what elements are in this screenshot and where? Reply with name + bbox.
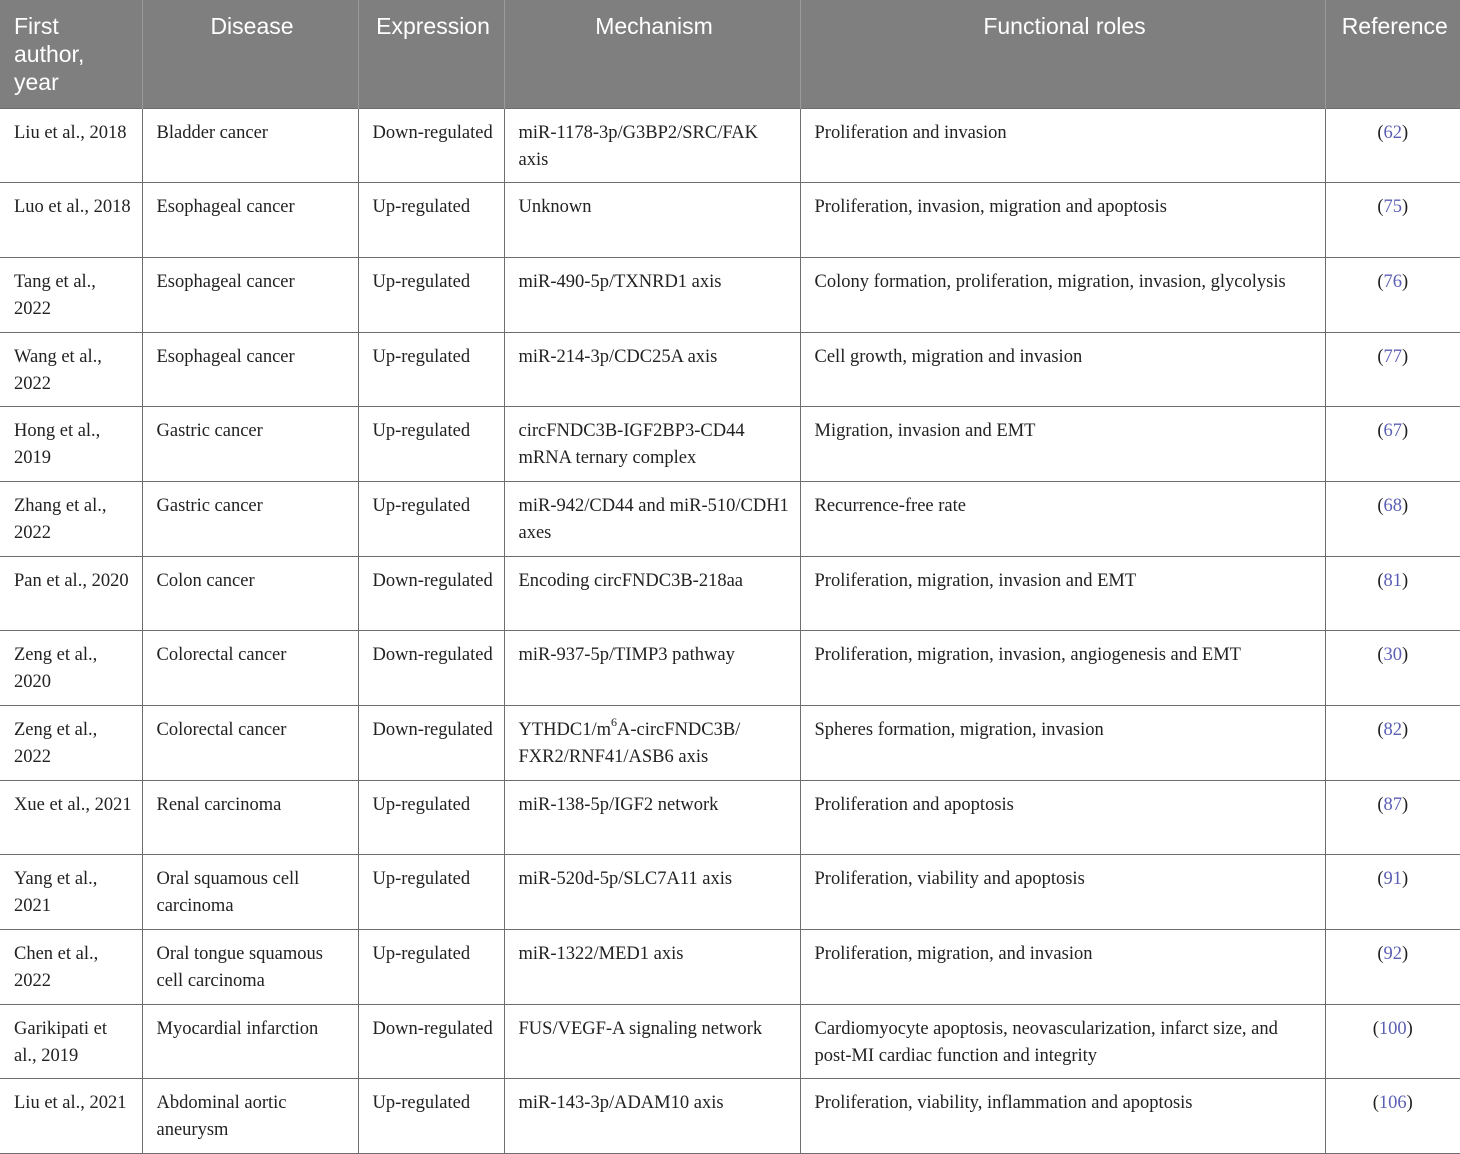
mechanism-text-part: FXR2/RNF41/ASB6 axis — [518, 747, 709, 767]
reference-link[interactable]: 75 — [1383, 197, 1402, 218]
table-row — [0, 855, 1460, 930]
header-reference: Reference — [1325, 0, 1460, 108]
reference-link[interactable]: 106 — [1378, 1093, 1407, 1114]
functional-roles-cell: Migration, invasion and EMT — [800, 407, 1325, 482]
reference-cell: (76) — [1325, 257, 1460, 332]
functional-roles-cell: Proliferation, migration, and invasion — [800, 930, 1325, 1005]
table-row — [0, 706, 1460, 781]
reference-cell: (92) — [1325, 930, 1460, 1005]
disease-cell: Bladder cancer — [142, 108, 358, 183]
disease-cell: Gastric cancer — [142, 407, 358, 482]
author-cell: Hong et al., 2019 — [0, 407, 142, 482]
mechanism-cell: miR-520d-5p/SLC7A11 axis — [504, 855, 800, 930]
functional-roles-cell: Colony formation, proliferation, migration, invasion, glycolysis — [800, 257, 1325, 332]
author-cell: Wang et al., 2022 — [0, 332, 142, 407]
disease-cell: Myocardial infarction — [142, 1004, 358, 1079]
header-first-author — [0, 0, 142, 108]
expression-cell: Down-regulated — [358, 1004, 504, 1079]
disease-cell: Gastric cancer — [142, 481, 358, 556]
reference-cell: (67) — [1325, 407, 1460, 482]
expression-cell: Up-regulated — [358, 1079, 504, 1154]
reference-link[interactable]: 91 — [1383, 869, 1402, 890]
table-row — [0, 1079, 1460, 1154]
expression-cell: Down-regulated — [358, 631, 504, 706]
reference-link[interactable]: 87 — [1383, 794, 1402, 815]
table-row — [0, 780, 1460, 855]
author-cell: Tang et al., 2022 — [0, 257, 142, 332]
disease-cell: Esophageal cancer — [142, 183, 358, 258]
expression-cell: Down-regulated — [358, 108, 504, 183]
expression-cell: Up-regulated — [358, 930, 504, 1005]
functional-roles-cell: Proliferation and invasion — [800, 108, 1325, 183]
reference-cell: (30) — [1325, 631, 1460, 706]
mechanism-cell: miR-143-3p/ADAM10 axis — [504, 1079, 800, 1154]
header-disease: Disease — [142, 0, 358, 108]
author-cell: Garikipati et al., 2019 — [0, 1004, 142, 1079]
disease-cell: Colorectal cancer — [142, 706, 358, 781]
table-row — [0, 407, 1460, 482]
reference-cell: (62) — [1325, 108, 1460, 183]
disease-cell: Oral squamous cell carcinoma — [142, 855, 358, 930]
mechanism-cell: miR-1322/MED1 axis — [504, 930, 800, 1005]
mechanism-cell: miR-490-5p/TXNRD1 axis — [504, 257, 800, 332]
mechanism-cell: miR-138-5p/IGF2 network — [504, 780, 800, 855]
table-row — [0, 257, 1460, 332]
header-expression: Expression — [358, 0, 504, 108]
author-cell: Pan et al., 2020 — [0, 556, 142, 631]
disease-cell: Colon cancer — [142, 556, 358, 631]
mechanism-cell: Encoding circFNDC3B-218aa — [504, 556, 800, 631]
mechanism-cell: miR-214-3p/CDC25A axis — [504, 332, 800, 407]
author-cell: Liu et al., 2018 — [0, 108, 142, 183]
reference-link[interactable]: 30 — [1383, 645, 1402, 666]
disease-cell: Esophageal cancer — [142, 332, 358, 407]
reference-cell: (82) — [1325, 706, 1460, 781]
functional-roles-cell: Proliferation, migration, invasion, angiogenesis and EMT — [800, 631, 1325, 706]
functional-roles-cell: Proliferation, migration, invasion and EMT — [800, 556, 1325, 631]
header-first-author-line-1: First — [14, 13, 59, 39]
expression-cell: Up-regulated — [358, 332, 504, 407]
mechanism-cell — [504, 706, 800, 781]
author-cell: Chen et al., 2022 — [0, 930, 142, 1005]
mechanism-cell: circFNDC3B-IGF2BP3-CD44 mRNA ternary complex — [504, 407, 800, 482]
reference-cell: (68) — [1325, 481, 1460, 556]
table-row — [0, 481, 1460, 556]
reference-cell: (91) — [1325, 855, 1460, 930]
mechanism-cell: miR-942/CD44 and miR-510/CDH1 axes — [504, 481, 800, 556]
reference-link[interactable]: 62 — [1383, 122, 1402, 143]
reference-link[interactable]: 81 — [1383, 570, 1402, 591]
expression-cell: Up-regulated — [358, 481, 504, 556]
reference-link[interactable]: 92 — [1383, 944, 1402, 965]
reference-link[interactable]: 77 — [1383, 346, 1402, 367]
table-row — [0, 108, 1460, 183]
reference-link[interactable]: 76 — [1383, 271, 1402, 292]
author-cell: Zhang et al., 2022 — [0, 481, 142, 556]
table-row — [0, 332, 1460, 407]
mechanism-cell: miR-1178-3p/G3BP2/SRC/FAK axis — [504, 108, 800, 183]
reference-link[interactable]: 82 — [1383, 720, 1402, 740]
author-cell: Xue et al., 2021 — [0, 780, 142, 855]
functional-roles-cell: Recurrence-free rate — [800, 481, 1325, 556]
mechanism-cell: FUS/VEGF-A signaling network — [504, 1004, 800, 1079]
table-row — [0, 1004, 1460, 1079]
table-row — [0, 556, 1460, 631]
author-cell: Zeng et al., 2020 — [0, 631, 142, 706]
expression-cell: Up-regulated — [358, 855, 504, 930]
disease-cell: Abdominal aortic aneurysm — [142, 1079, 358, 1154]
mechanism-cell: miR-937-5p/TIMP3 pathway — [504, 631, 800, 706]
expression-cell: Up-regulated — [358, 780, 504, 855]
mechanism-text-part: A-circFNDC3B/ — [617, 720, 741, 740]
header-functional-roles: Functional roles — [800, 0, 1325, 108]
expression-cell: Down-regulated — [358, 706, 504, 781]
disease-cell: Colorectal cancer — [142, 631, 358, 706]
mechanism-text-part: YTHDC1/m — [518, 720, 611, 740]
author-cell: Luo et al., 2018 — [0, 183, 142, 258]
reference-cell: (106) — [1325, 1079, 1460, 1154]
disease-cell: Esophageal cancer — [142, 257, 358, 332]
functional-roles-cell: Proliferation, viability and apoptosis — [800, 855, 1325, 930]
author-cell: Liu et al., 2021 — [0, 1079, 142, 1154]
expression-cell: Up-regulated — [358, 257, 504, 332]
header-row — [0, 0, 1460, 108]
expression-cell: Down-regulated — [358, 556, 504, 631]
functional-roles-cell: Proliferation, viability, inflammation and apoptosis — [800, 1079, 1325, 1154]
disease-cell: Oral tongue squamous cell carcinoma — [142, 930, 358, 1005]
table-row — [0, 183, 1460, 258]
table-body — [0, 108, 1460, 1154]
functional-roles-cell: Cell growth, migration and invasion — [800, 332, 1325, 407]
table-row — [0, 631, 1460, 706]
reference-link[interactable]: 68 — [1383, 495, 1402, 516]
header-mechanism: Mechanism — [504, 0, 800, 108]
expression-cell: Up-regulated — [358, 183, 504, 258]
author-cell: Zeng et al., 2022 — [0, 706, 142, 781]
reference-cell: (100) — [1325, 1004, 1460, 1079]
mechanism-cell: Unknown — [504, 183, 800, 258]
reference-cell: (81) — [1325, 556, 1460, 631]
table-row — [0, 930, 1460, 1005]
mechanism-superscript: 6 — [611, 714, 617, 729]
reference-link[interactable]: 67 — [1383, 421, 1402, 442]
reference-link[interactable]: 100 — [1378, 1018, 1407, 1039]
header-first-author-line-3: year — [14, 69, 59, 95]
disease-cell: Renal carcinoma — [142, 780, 358, 855]
functional-roles-cell: Proliferation, invasion, migration and apoptosis — [800, 183, 1325, 258]
functional-roles-cell: Proliferation and apoptosis — [800, 780, 1325, 855]
author-cell: Yang et al., 2021 — [0, 855, 142, 930]
header-first-author-line-2: author, — [14, 41, 85, 67]
reference-cell: (87) — [1325, 780, 1460, 855]
functional-roles-cell: Cardiomyocyte apoptosis, neovascularization, infarct size, and post-MI cardiac function and integrity — [800, 1004, 1325, 1079]
reference-cell: (77) — [1325, 332, 1460, 407]
functional-roles-cell: Spheres formation, migration, invasion — [800, 706, 1325, 781]
expression-cell: Up-regulated — [358, 407, 504, 482]
reference-cell: (75) — [1325, 183, 1460, 258]
